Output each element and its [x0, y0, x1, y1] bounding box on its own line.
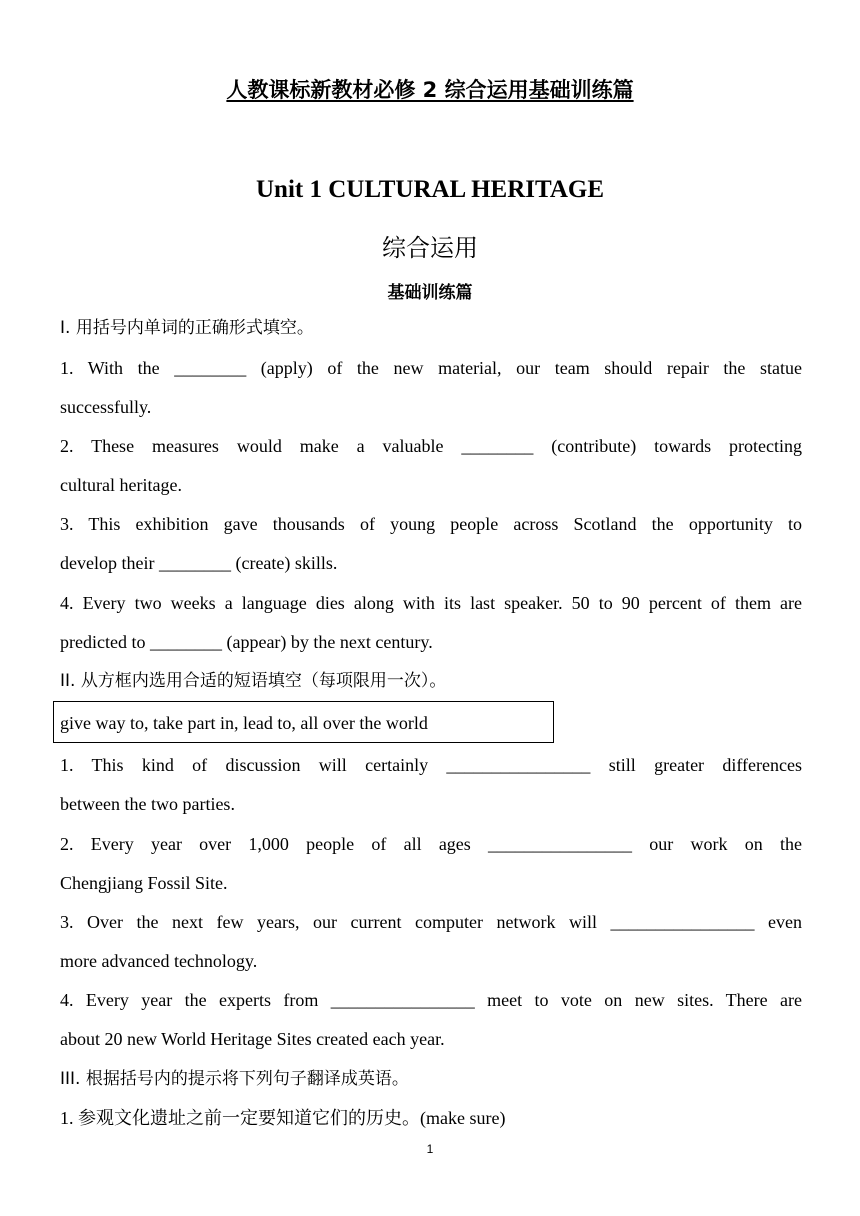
page-number: 1 — [426, 1142, 434, 1156]
unit-title: Unit 1 CULTURAL HERITAGE — [256, 176, 604, 203]
part2-item-4-line1: 4. Every year the experts from ________________ meet to vote on new sites. There are — [60, 990, 802, 1010]
part2-item-1-line1: 1. This kind of discussion will certainly ________________ still greater differences — [60, 755, 802, 775]
part2-item-3-line1: 3. Over the next few years, our current computer network will ________________ even — [60, 912, 802, 932]
document-title: 人教课标新教材必修 2 综合运用基础训练篇 — [226, 78, 634, 102]
part1-heading: I. 用括号内单词的正确形式填空。 — [60, 318, 314, 338]
part3-heading: III. 根据括号内的提示将下列句子翻译成英语。 — [60, 1069, 409, 1089]
part1-item-1-line1: 1. With the ________ (apply) of the new material, our team should repair the statue — [60, 358, 802, 378]
part1-item-4-line2: predicted to ________ (appear) by the next century. — [60, 632, 433, 652]
part1-item-3-line2: develop their ________ (create) skills. — [60, 553, 338, 573]
section-heading: 基础训练篇 — [387, 283, 473, 303]
part1-item-1-line2: successfully. — [60, 397, 152, 417]
part1-item-4-line1: 4. Every two weeks a language dies along with its last speaker. 50 to 90 percent of them are — [60, 593, 802, 613]
part2-item-1-line2: between the two parties. — [60, 794, 235, 814]
section-subtitle: 综合运用 — [382, 234, 478, 262]
part1-item-2-line1: 2. These measures would make a valuable ________ (contribute) towards protecting — [60, 436, 802, 456]
part2-item-4-line2: about 20 new World Heritage Sites created each year. — [60, 1029, 445, 1049]
part2-item-2-line2: Chengjiang Fossil Site. — [60, 873, 228, 893]
part2-item-3-line2: more advanced technology. — [60, 951, 258, 971]
phrase-box-text: give way to, take part in, lead to, all over the world — [60, 713, 428, 733]
part2-item-2-line1: 2. Every year over 1,000 people of all ages ________________ our work on the — [60, 834, 802, 854]
part3-item-1: 1. 参观文化遗址之前一定要知道它们的历史。(make sure) — [60, 1108, 506, 1128]
part1-item-3-line1: 3. This exhibition gave thousands of young people across Scotland the opportunity to — [60, 514, 802, 534]
part1-item-2-line2: cultural heritage. — [60, 475, 182, 495]
part2-heading: II. 从方框内选用合适的短语填空（每项限用一次）。 — [60, 671, 447, 691]
